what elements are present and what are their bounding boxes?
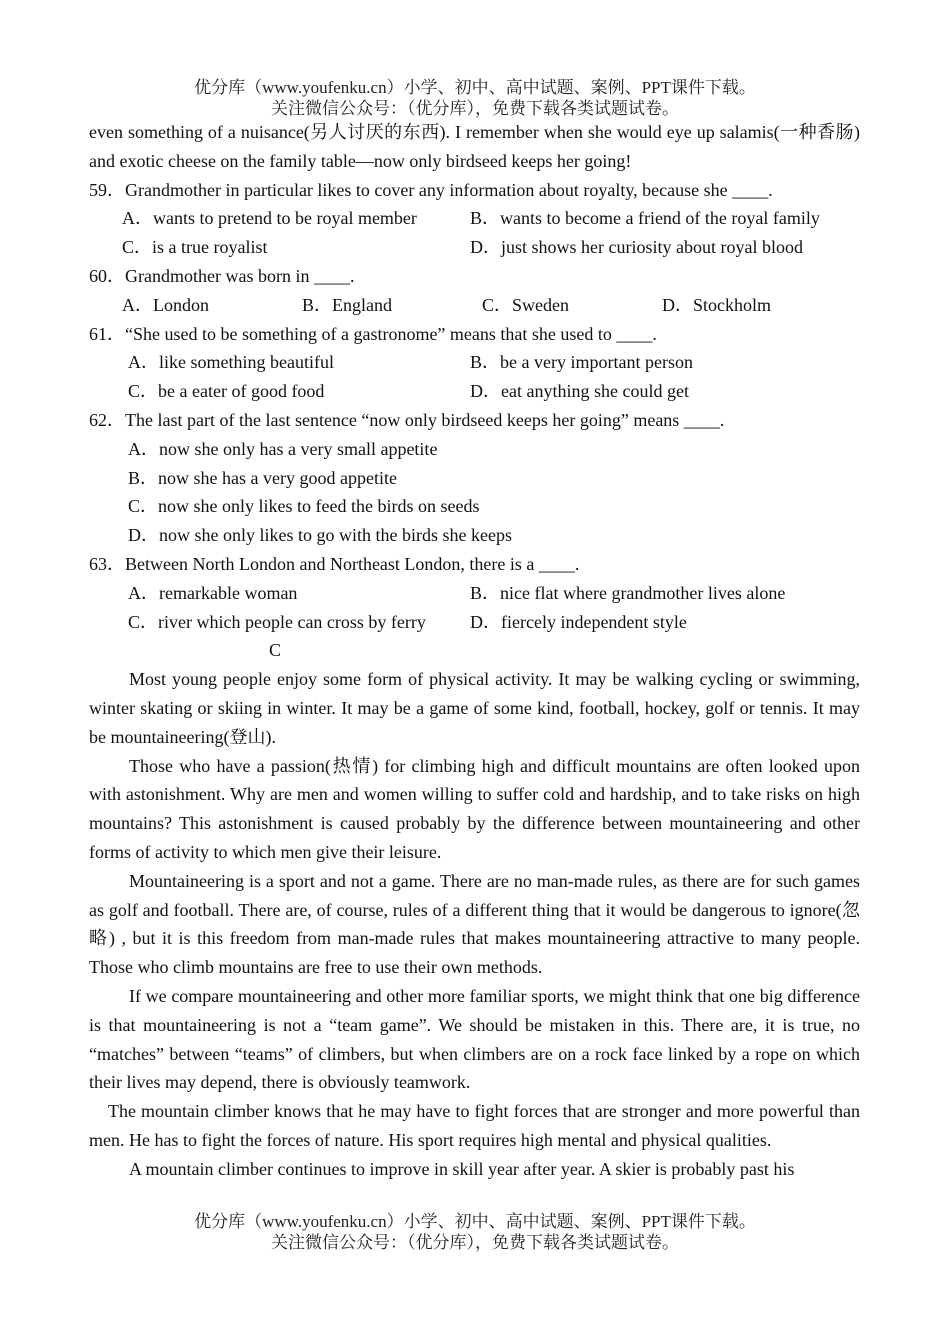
- option-a: A．London: [122, 294, 209, 315]
- passage-paragraph-6: A mountain climber continues to improve in skill year after year. A skier is probably past his: [129, 1158, 795, 1179]
- passage-paragraph-2: Those who have a passion(热情) for climbing high and difficult mountains are often looked upon with astonishment. Why are men and women willing to suffer cold and hardship, and to take risks on high mountains? This astonishment is caused probably by the difference between mountaineering and other forms of activity to which men give their leisure.: [89, 755, 860, 862]
- question-stem: 59．Grandmother in particular likes to cover any information about royalty, because she ____.: [89, 179, 773, 200]
- question-stem: 63．Between North London and Northeast London, there is a ____.: [89, 553, 580, 574]
- option-c: C．Sweden: [482, 294, 569, 315]
- option-b: B．wants to become a friend of the royal family: [470, 208, 820, 229]
- page-content: [89, 118, 860, 1183]
- header-line-1: 优分库（www.youfenku.cn）小学、初中、高中试题、案例、PPT课件下载。: [194, 78, 756, 97]
- section-label: C: [269, 640, 282, 661]
- options: [89, 291, 860, 320]
- intro-paragraph: even something of a nuisance(另人讨厌的东西). I remember when she would eye up salamis(一种香肠) and exotic cheese on the family table—now only birdseed keeps her going!: [89, 122, 860, 171]
- passage-paragraph-5: The mountain climber knows that he may have to fight forces that are stronger and more powerful than men. He has to fight the forces of nature. His sport requires high mental and physical qualities.: [89, 1101, 860, 1150]
- passage-paragraph-3: Mountaineering is a sport and not a game. There are no man-made rules, as there are for such games as golf and football. There are, of course, rules of a different thing that it would be dangerous to ignore(忽略) , but it is this freedom from man-made rules that makes mountaineering attractive to many people. Those who climb mountains are free to use their own methods.: [89, 870, 860, 978]
- option-a: A．remarkable woman: [128, 582, 298, 603]
- question-60: [89, 262, 860, 320]
- passage-paragraph-1: Most young people enjoy some form of physical activity. It may be walking cycling or swimming, winter skating or skiing in winter. It may be a game of some kind, football, hockey, golf or tennis. It may be mountaineering(登山).: [89, 669, 860, 747]
- question-stem: 62．The last part of the last sentence “now only birdseed keeps her going” means ____.: [89, 409, 725, 430]
- options: [89, 204, 860, 262]
- options: [89, 435, 860, 550]
- option-b: B．England: [302, 294, 392, 315]
- question-61: [89, 320, 860, 406]
- options: [89, 348, 860, 406]
- option-d: D．Stockholm: [662, 294, 772, 315]
- option-d: D．now she only likes to go with the birds she keeps: [128, 525, 512, 546]
- question-stem: 61．“She used to be something of a gastronome” means that she used to ____.: [89, 323, 657, 344]
- question-59: [89, 176, 860, 262]
- question-62: [89, 406, 860, 550]
- option-b: B．nice flat where grandmother lives alone: [470, 582, 786, 603]
- header-line-2: 关注微信公众号：（优分库），免费下载各类试题试卷。: [271, 99, 679, 118]
- footer-line-1: 优分库（www.youfenku.cn）小学、初中、高中试题、案例、PPT课件下载。: [194, 1212, 756, 1231]
- option-a: A．now she only has a very small appetite: [128, 438, 438, 459]
- options: [89, 579, 860, 637]
- option-b: B．now she has a very good appetite: [128, 467, 397, 488]
- option-a: A．wants to pretend to be royal member: [122, 208, 417, 229]
- option-d: D．eat anything she could get: [470, 381, 689, 402]
- question-stem: 60．Grandmother was born in ____.: [89, 265, 355, 286]
- option-b: B．be a very important person: [470, 352, 693, 373]
- passage-paragraph-4: If we compare mountaineering and other more familiar sports, we might think that one big difference is that mountaineering is not a “team game”. We should be mistaken in this. There are, it is true, no “matches” between “teams” of climbers, but when climbers are on a rock face linked by a rope on which their lives may depend, there is obviously teamwork.: [89, 985, 860, 1093]
- option-a: A．like something beautiful: [128, 352, 334, 373]
- footer-line-2: 关注微信公众号：（优分库），免费下载各类试题试卷。: [271, 1233, 679, 1252]
- option-d: D．just shows her curiosity about royal blood: [470, 237, 803, 258]
- option-c: C．is a true royalist: [122, 237, 268, 258]
- option-d: D．fiercely independent style: [470, 611, 687, 632]
- option-c: C．be a eater of good food: [128, 381, 325, 402]
- option-c: C．river which people can cross by ferry: [128, 611, 426, 632]
- option-c: C．now she only likes to feed the birds on seeds: [128, 496, 480, 517]
- question-63: [89, 550, 860, 636]
